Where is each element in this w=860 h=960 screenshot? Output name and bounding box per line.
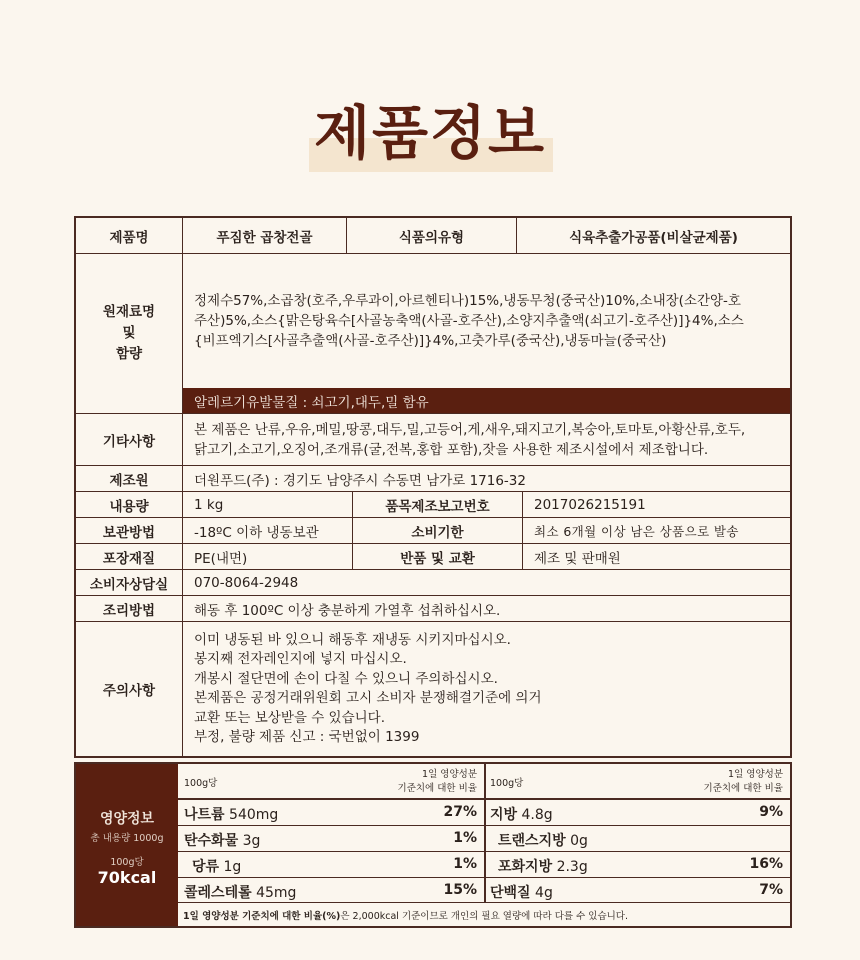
etc-line-1: 본 제품은 난류,우유,메밀,땅콩,대두,밀,고등어,게,새우,돼지고기,복숭아,토마토,아황산류,호두, [194,421,746,438]
nutrient-name [184,804,278,824]
cooking-label: 조리방법 [76,596,183,621]
nutrient-row [178,878,484,904]
nutrition-summary [76,764,178,926]
nutrient-pct: 27% [443,804,477,820]
nutrient-pct: 9% [759,804,783,820]
nutrient-pct: 1% [453,830,477,846]
food-type-value: 식육추출가공품(비살균제품) [569,229,738,246]
caution-value [183,622,790,756]
expiry-value: 최소 6개월 이상 남은 상품으로 발송 [534,523,739,539]
storage-label: 보관방법 [76,518,183,543]
nutrient-row [484,800,790,826]
nutrient-row [178,800,484,826]
nutrient-name [490,882,553,902]
volume-value: 1 kg [183,492,353,517]
volume-label: 내용량 [76,492,183,517]
nutrition-left-header [178,764,484,800]
caution-line-2: 봉지째 전자레인지에 넣지 마십시오. [194,651,407,667]
nutrient-pct: 15% [443,882,477,898]
nutrient-amount: 3g [242,833,261,849]
nutrient-label: 포화지방 [498,859,553,875]
consult-value: 070-8064-2948 [194,574,299,591]
nutrient-label: 지방 [490,807,518,823]
caution-line-3: 개봉시 절단면에 손이 다칠 수 있으니 주의하십시오. [194,670,498,687]
report-no-label: 품목제조보고번호 [353,492,523,517]
food-type-label: 식품의유형 [347,218,517,253]
row-cooking [76,596,790,622]
product-info-table [74,216,792,758]
maker-label: 제조원 [76,466,183,491]
nutrient-amount: 0g [570,833,588,849]
row-etc [76,414,790,466]
return-value: 제조 및 판매원 [534,550,621,567]
row-caution [76,622,790,756]
nutrition-table [74,762,792,928]
nutrient-label: 탄수화물 [184,833,239,849]
nutrient-label: 당류 [192,859,220,875]
nutrition-total: 총 내용량 1000g [90,833,164,844]
product-name-value: 푸짐한 곱창전골 [183,218,347,253]
allergy-bar: 알레르기유발물질 : 쇠고기,대두,밀 함유 [183,388,790,413]
footnote-rest: 은 2,000kcal 기준이므로 개인의 필요 열량에 따라 다를 수 있습니다. [340,910,628,922]
nutrient-label: 트랜스지방 [498,833,566,849]
row-volume [76,492,790,518]
maker-value: 더원푸드(주) : 경기도 남양주시 수동면 남가로 1716-32 [194,472,526,489]
left-header-ratio-2: 기준치에 대한 비율 [397,783,477,794]
nutrient-name [192,856,241,876]
nutrition-right-column [484,764,790,902]
nutrition-footnote [178,902,790,926]
left-header-ratio-1: 1일 영양성분 [422,769,477,780]
etc-line-2: 닭고기,소고기,오징어,조개류(굴,전복,홍합 포함),잣을 사용한 제조시설에서 제조합니다. [194,441,709,458]
expiry-label: 소비기한 [353,518,523,543]
storage-value: -18ºC 이하 냉동보관 [183,518,353,543]
nutrient-pct: 7% [759,882,783,898]
right-header-per: 100g당 [490,778,524,789]
caution-line-6: 부정, 불량 제품 신고 : 국번없이 1399 [194,729,420,745]
nutrient-pct: 1% [453,856,477,872]
ingredients-line-2: 주산)5%,소스{맑은탕육수[사골농축액(사골-호주산),소양지추출액(쇠고기-호주산)]}4%,소스 [194,313,744,329]
nutrient-amount: 45mg [256,885,297,901]
title-area [0,98,860,178]
nutrient-label: 나트륨 [184,807,225,823]
row-consult [76,570,790,596]
nutrient-amount: 4.8g [521,807,553,823]
page-title: 제품정보 [313,99,547,167]
nutrient-pct: 16% [749,856,783,872]
packaging-label: 포장재질 [76,544,183,569]
nutrient-name [184,830,260,850]
nutrition-per: 100g당 [110,857,144,868]
nutrient-label: 단백질 [490,885,531,901]
consult-label: 소비자상담실 [76,570,183,595]
etc-label: 기타사항 [76,414,183,465]
nutrient-name [498,830,588,850]
return-label: 반품 및 교환 [353,544,523,569]
nutrient-amount: 2.3g [556,859,588,875]
report-no-value: 2017026215191 [534,496,646,513]
nutrient-row [178,852,484,878]
nutrient-amount: 4g [535,885,553,901]
row-maker [76,466,790,492]
nutrient-label: 콜레스테롤 [184,885,252,901]
nutrient-row [484,852,790,878]
ingredients-line-1: 정제수57%,소곱창(호주,우루과이,아르헨티나)15%,냉동무청(중국산)10%,소내장(소간양-호 [194,293,741,309]
etc-value [183,414,790,465]
right-header-ratio-1: 1일 영양성분 [728,769,783,780]
right-header-ratio [704,768,783,796]
row-storage [76,518,790,544]
cooking-value: 해동 후 100ºC 이상 충분하게 가열후 섭취하십시오. [194,602,501,619]
nutrient-name [490,804,553,824]
ingredients-label-1: 원재료명 [102,304,156,320]
left-header-per: 100g당 [184,778,218,789]
caution-label: 주의사항 [76,622,183,756]
nutrient-row [484,826,790,852]
row-packaging [76,544,790,570]
nutrition-left-column [178,764,486,902]
right-header-ratio-2: 기준치에 대한 비율 [703,783,783,794]
caution-line-1: 이미 냉동된 바 있으니 해동후 재냉동 시키지마십시오. [194,631,511,648]
caution-line-4: 본제품은 공정거래위원회 고시 소비자 분쟁해결기준에 의거 [194,690,542,706]
left-header-ratio [398,768,477,796]
ingredients-line-3: {비프엑기스[사골추출액(사골-호주산)]}4%,고춧가루(중국산),냉동마늘(중국산) [194,333,667,349]
ingredients-label-3: 함량 [115,346,143,362]
nutrition-right-header [484,764,790,800]
nutrient-amount: 540mg [229,807,279,823]
nutrient-row [484,878,790,904]
nutrition-title: 영양정보 [99,811,155,827]
ingredients-label [76,254,183,413]
packaging-value: PE(내면) [183,544,353,569]
caution-line-5: 교환 또는 보상받을 수 있습니다. [194,709,385,726]
nutrient-name [184,882,296,902]
footnote-bold: 1일 영양성분 기준치에 대한 비율(%) [183,910,341,922]
nutrition-kcal: 70kcal [97,868,157,887]
nutrient-row [178,826,484,852]
ingredients-label-2: 및 [122,325,136,341]
nutrient-name [498,856,588,876]
row-product-name [76,218,790,254]
product-name-label: 제품명 [76,218,183,253]
row-ingredients [76,254,790,414]
nutrient-amount: 1g [223,859,242,875]
ingredients-value [183,254,790,388]
